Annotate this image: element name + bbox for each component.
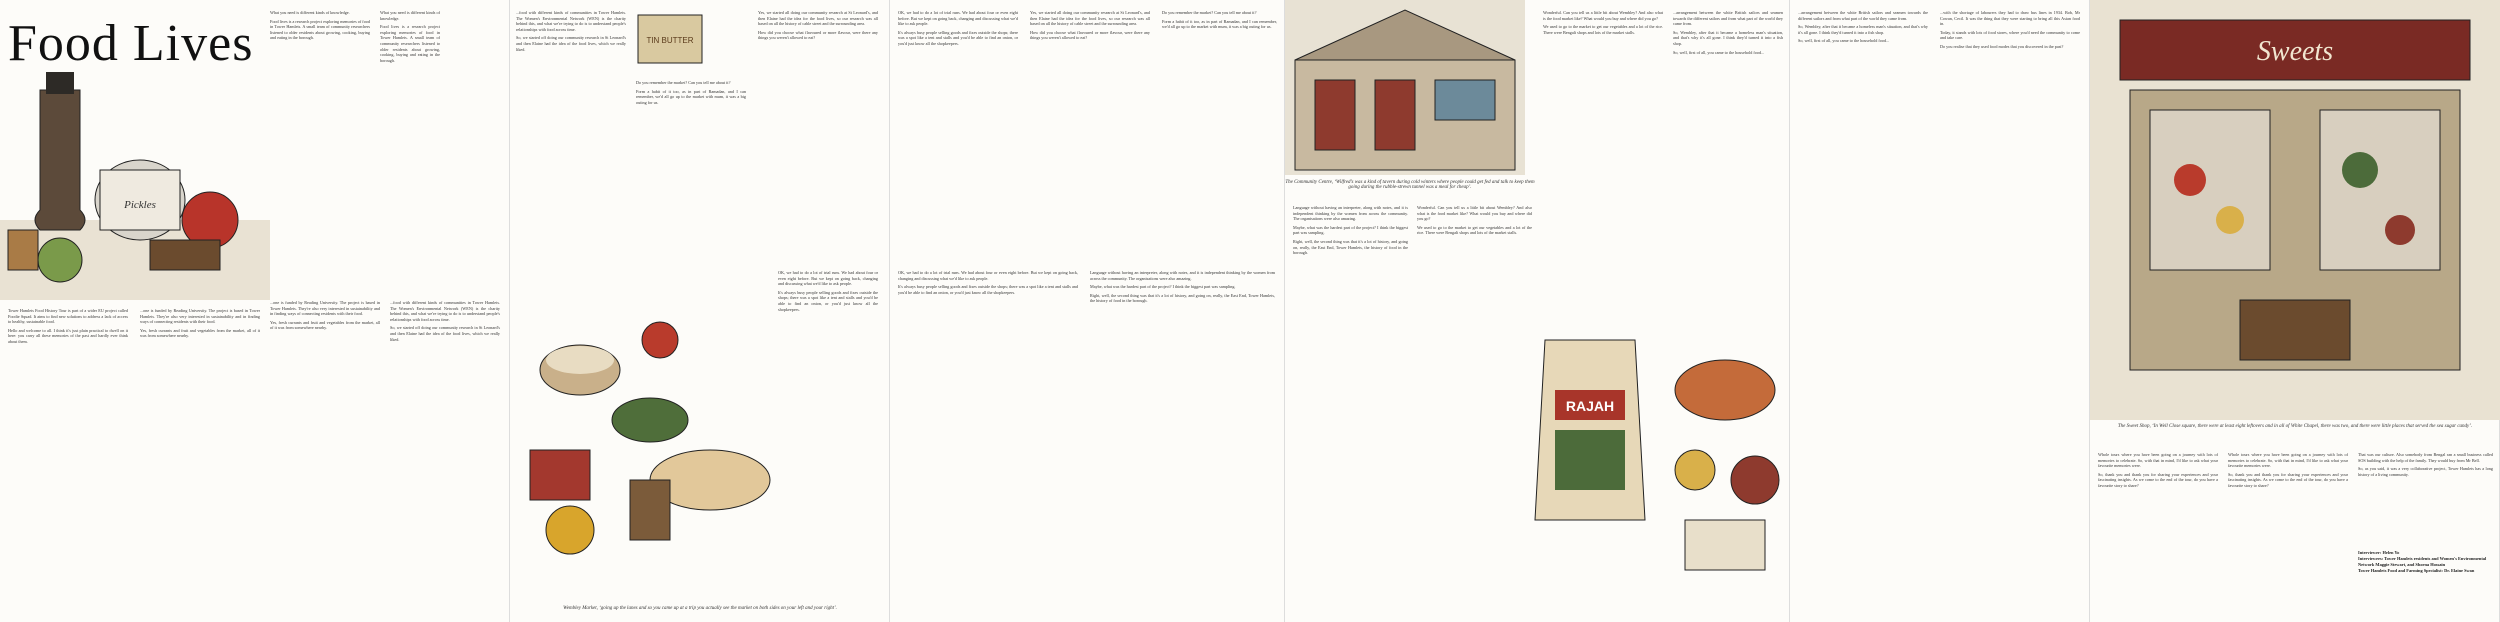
body-paragraph: How did you choose what flavoured or more flavour, were there any things you weren't allowed to eat? — [758, 29, 878, 41]
body-paragraph: OK, we had to do a lot of trial runs. We had about four or even eight before. But we kept on going back, changing and discussing what we'd like to ask people. — [778, 270, 878, 287]
sweet-shop-sign: Sweets — [2256, 36, 2334, 67]
page6-column-3 — [2358, 452, 2493, 542]
body-paragraph: Form a habit of it too, as in part of Ramadan, and I can remember, we'd all go up to the market with mum, it was a big outing for us. — [1162, 18, 1277, 30]
page2-column-2 — [636, 80, 746, 260]
body-paragraph: So, we started off doing our community research in St Leonard's and then Elaine had the idea of the food lives, which we really liked. — [390, 325, 500, 342]
body-paragraph: It's always busy people selling goods and fixes outside the shops; there was a spot like a tent and stalls and you'd be able to find an onion, or you'd just know all the shopkeepers. — [898, 29, 1018, 46]
body-paragraph: Do you remember the market? Can you tell me about it? — [636, 80, 731, 85]
body-paragraph: Yes, we started all doing our community research at St Leonard's, and then Elaine had the idea for the food lives, so our research was all based on all the history of cable street and the surrounding area. — [758, 10, 878, 27]
body-paragraph: Yes, we started all doing our community research at St Leonard's, and then Elaine had the idea for the food lives, so our research was all based on all the history of cable street and the surrounding area. — [1030, 10, 1150, 27]
page1-bottom-column-4 — [390, 300, 500, 600]
page1-intro-column — [270, 10, 370, 260]
body-paragraph: OK, we had to do a lot of trial runs. We had about four or even eight before. But we kept on going back, changing and discussing what we'd like to ask people. — [898, 270, 1078, 281]
spices-illustration — [1665, 330, 1790, 590]
body-paragraph: Maybe, what was the hardest part of the project? I think the biggest part was sampling. — [1293, 224, 1408, 236]
page6-column-2 — [2228, 452, 2348, 612]
body-paragraph: We used to go to the market to get our vegetables and a lot of the rice. There were Bengali shops and lots of the market stalls. — [1417, 224, 1532, 236]
article-title: Food Lives — [8, 15, 254, 72]
page5-column-2 — [1940, 10, 2080, 600]
page2-column-1 — [516, 10, 626, 260]
page1-bottom-column-3 — [270, 300, 380, 600]
body-paragraph: Yes, fresh currants and fruit and vegetables from the market, all of it was from somewhere nearby. — [270, 319, 380, 331]
page3-column-3 — [1162, 10, 1277, 260]
body-paragraph: ...food with different kinds of communities in Tower Hamlets. The Women's Environmental Network (WEN) is the charity behind this, and what we're trying to do is to understand people's relationships with food across time. — [390, 300, 500, 322]
body-paragraph: So, we started off doing our community research in St Leonard's and then Elaine had the idea of the food lives, which we really liked. — [516, 35, 626, 52]
body-paragraph: That was our culture. Also somebody from Bengal ran a small business called SOS building with the help of the family. They would buy from Mr Bell. — [2358, 452, 2493, 463]
body-paragraph: Do you remember the market? Can you tell me about it? — [1162, 10, 1257, 15]
rajah-bag-label: RAJAH — [1565, 398, 1615, 414]
page3-column-1 — [898, 10, 1018, 260]
pickles-jar-label: Pickles — [124, 199, 156, 211]
page-6 — [2090, 0, 2500, 622]
body-paragraph: So, Wembley, after that it became a homeless man's situation, and that's why it's all gone. I think they'd turned it into a fish shop. — [1798, 24, 1928, 35]
body-paragraph: Do you realise that they used food modes that you discovered in the past? — [1940, 43, 2064, 49]
body-paragraph: So, thank you and thank you for sharing your experiences and your fascinating insights. As we come to the end of the tour, do you have a favourite story to share? — [2098, 471, 2218, 488]
body-paragraph: What you need is different kinds of knowledge. — [270, 10, 350, 15]
body-paragraph: How did you choose what flavoured or more flavour, were there any things you weren't allowed to eat? — [1030, 29, 1150, 41]
body-paragraph: It's always busy people selling goods and fixes outside the shops; there was a spot like a tent and stalls and you'd be able to find an onion, or you'd just know all the shopkeepers. — [898, 284, 1078, 295]
community-centre-illustration — [1285, 0, 1525, 175]
body-paragraph: Yes, fresh currants and fruit and vegetables from the market, all of it was from somewhere nearby. — [140, 327, 260, 339]
sweet-shop-illustration — [2090, 0, 2500, 420]
page4-column-1 — [1293, 205, 1408, 605]
page-1 — [0, 0, 510, 622]
body-paragraph: ...one is funded by Reading University. The project is based in Tower Hamlets. They're also very interested in sustainability and in finding ways of connecting residents with their food. — [140, 308, 260, 325]
body-paragraph: Hello and welcome to all. I think it's just plain practical to dwell on it here: you carry all these memories of the past and hardly ever think about them. — [8, 327, 128, 344]
body-paragraph: Form a habit of it too, as in part of Ramadan, and I can remember, we'd all go up to the market with mum, it was a big outing for us. — [636, 88, 746, 105]
butter-tin-illustration — [630, 5, 710, 75]
body-paragraph: ...arrangement between the white British sailors and seamen towards the different sailors and from what part of the world they came from. — [1798, 10, 1928, 21]
body-paragraph: ...food with different kinds of communities in Tower Hamlets. The Women's Environmental Network (WEN) is the charity behind this, and what we're trying to do is to understand people's relationships with food across time. — [516, 10, 626, 32]
body-paragraph: What you need is different kinds of knowledge. — [380, 10, 440, 21]
page-4 — [1285, 0, 1790, 622]
page4-column-3 — [1543, 10, 1663, 320]
page4-column-2 — [1417, 205, 1532, 605]
body-paragraph: So, well, first of all, you came to the household food... — [1673, 49, 1765, 55]
body-paragraph: Language without having an interpreter, along with notes, and it is independent thinking by the women from across the community. The organisations were also amazing. — [1293, 205, 1408, 222]
page3-bottom-column-2 — [1090, 270, 1275, 600]
body-paragraph: We used to go to the market to get our vegetables and a lot of the rice. There were Bengali shops and lots of the market stalls. — [1543, 24, 1663, 35]
body-paragraph: ...one is funded by Reading University. The project is based in Tower Hamlets. They're also very interested in sustainability and in finding ways of connecting residents with their food. — [270, 300, 380, 317]
page3-column-2 — [1030, 10, 1150, 260]
body-paragraph: So, Wembley, after that it became a homeless man's situation, and that's why it's all gone. I think they'd turned it into a fish shop. — [1673, 29, 1783, 46]
body-paragraph: Maybe, what was the hardest part of the project? I think the biggest part was sampling. — [1090, 284, 1236, 290]
body-paragraph: So, as you said, it was a very collaborative project, Tower Hamlets has a long history of a living community. — [2358, 466, 2493, 477]
page2-quote-column — [778, 270, 878, 550]
page-5 — [1790, 0, 2090, 622]
page-3 — [890, 0, 1285, 622]
interview-credits: Interviewer: Helen Yo Interviewees: Tower Hamlets residents and Women's Environmental Network Maggie Stewart, and Shorna Hossain Tower Hamlets Food and Farming Specialist: Dr. Elaine Swan — [2358, 550, 2487, 573]
page1-bottom-column-1 — [8, 308, 128, 608]
page6-column-1 — [2098, 452, 2218, 612]
body-paragraph: Wonderful. Can you tell us a little bit about Wembley? And also what is the food market like? What would you buy and where did you go? — [1417, 205, 1532, 222]
page-2 — [510, 0, 890, 622]
community-centre-caption: The Community Centre, ‘Wilfred’s was a kind of tavern during cold winters where people could get fed and talk to keep them going during the rubble-strewn tunnel was a meal for cheap’. — [1285, 180, 1535, 190]
body-paragraph: So, well, first of all, you came to the household food... — [1798, 38, 1890, 44]
body-paragraph: Today, it stands with lots of food stores, where you'd need the community to come and take care. — [1940, 29, 2080, 41]
page5-column-1 — [1798, 10, 1928, 600]
still-life-illustration — [0, 70, 270, 300]
body-paragraph: Food lives is a research project exploring memories of food in Tower Hamlets. A small team of community researchers listened to older residents about growing, cooking, buying and eating in the borough. — [270, 18, 370, 41]
body-paragraph: Food lives is a research project exploring memories of food in Tower Hamlets. A small team of community researchers listened to older residents about growing, cooking, buying and eating in the borough. — [380, 24, 440, 63]
body-paragraph: Tower Hamlets Food History Tour is part of a wider EU project called Foodie Squad. It aims to find new solutions to address a lack of access to healthy, sustainable food. — [8, 308, 128, 325]
body-paragraph: OK, we had to do a lot of trial runs. We had about four or even eight before. But we kept on going back, changing and discussing what we'd like to ask people. — [898, 10, 1018, 27]
page3-bottom-column-1 — [898, 270, 1078, 600]
body-paragraph: Right, well, the second thing was that it's a lot of history, and going on, really, the East End, Tower Hamlets, the history of food in the borough. — [1293, 238, 1408, 256]
body-paragraph: ...with the shortage of labourers they had to draw bus lines in 1934. Bob, Mr Cowan, Cecil. It was the thing that they were starting to bring all this Asian food in. — [1940, 10, 2080, 27]
body-paragraph: ...arrangement between the white British sailors and seamen towards the different sailors and from what part of the world they came from. — [1673, 10, 1783, 27]
body-paragraph: So, thank you and thank you for sharing your experiences and your fascinating insights. As we come to the end of the tour, do you have a favourite story to share? — [2228, 471, 2348, 488]
page1-bottom-column-2 — [140, 308, 260, 608]
page2-column-3 — [758, 10, 878, 260]
body-paragraph: Wonderful. Can you tell us a little bit about Wembley? And also what is the food market like? What would you buy and where did you go? — [1543, 10, 1663, 21]
body-paragraph: Language without having an interpreter, along with notes, and it is independent thinking by the women from across the community. The organisations were also amazing. — [1090, 270, 1275, 281]
market-caption: Wembley Market, ‘going up the lanes and so you came up at a trip you actually see the market on both sides on your left and your right’. — [563, 606, 837, 611]
body-paragraph: Right, well, the second thing was that it's a lot of history, and going on, really, the East End, Tower Hamlets, the history of food in the borough. — [1090, 292, 1275, 304]
butter-tin-label: TIN BUTTER — [646, 36, 694, 45]
page1-column-2 — [380, 10, 440, 250]
rajah-bag-illustration — [1525, 330, 1655, 530]
body-paragraph: Whole tours where you have been going on a journey with lots of memories to celebrate. So, with that in mind, I'd like to ask what your favourite memories were. — [2098, 452, 2218, 469]
sweet-shop-caption: The Sweet Shop, ‘In Well Close square, there were at least eight leftovers and in all of White Chapel, there was two, and there were little places that served the sea sugar candy’. — [2117, 424, 2473, 429]
body-paragraph: It's always busy people selling goods and fixes outside the shops; there was a spot like a tent and stalls and you'd be able to find an onion, or you'd just know all the shopkeepers. — [778, 289, 878, 312]
page4-column-4 — [1673, 10, 1783, 320]
body-paragraph: Whole tours where you have been going on a journey with lots of memories to celebrate. So, with that in mind, I'd like to ask what your favourite memories were. — [2228, 452, 2348, 469]
